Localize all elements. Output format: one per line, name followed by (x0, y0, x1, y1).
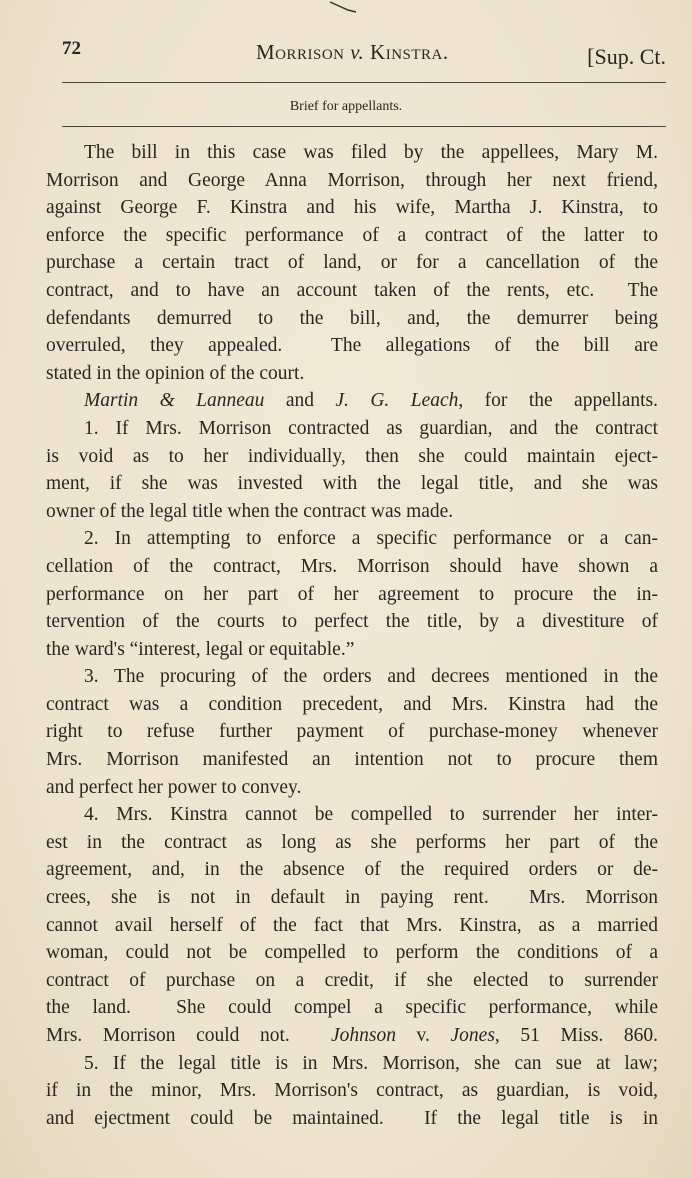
versus: v. (350, 40, 365, 64)
subheader-rule (62, 126, 666, 127)
line-text: the ward's “interest, legal or equitable.” (46, 638, 355, 660)
text-line (46, 581, 658, 609)
line-text: purchase a certain tract of land, or for a cancellation of the (46, 252, 658, 274)
text-line (46, 967, 658, 995)
line-text: crees, she is not in default in paying rent. Mrs. Morrison (46, 887, 658, 909)
text-line (46, 470, 658, 498)
text-line (46, 525, 658, 553)
text-line (46, 222, 658, 250)
text-line (46, 249, 658, 277)
text-line (46, 939, 658, 967)
text-line (46, 636, 658, 664)
line-text: cannot avail herself of the fact that Mrs. Kinstra, as a married (46, 914, 658, 936)
text-line (46, 801, 658, 829)
text-line (46, 856, 658, 884)
line-text: owner of the legal title when the contract was made. (46, 500, 454, 522)
line-text: stated in the opinion of the court. (46, 362, 305, 384)
text-line (46, 167, 658, 195)
line-text: Mrs. Morrison manifested an intention not to procure them (46, 749, 658, 771)
line-text: 3. The procuring of the orders and decrees mentioned in the (84, 666, 658, 688)
text-line (46, 663, 658, 691)
line-text: is void as to her individually, then she could maintain eject- (46, 445, 658, 467)
text-line (46, 994, 658, 1022)
line-text: cellation of the contract, Mrs. Morrison should have shown a (46, 555, 658, 577)
text-line (46, 360, 658, 388)
line-text: 1. If Mrs. Morrison contracted as guardian, and the contract (84, 417, 658, 439)
italic-text: J. G. Leach (335, 390, 459, 412)
line-text: est in the contract as long as she performs her part of the (46, 831, 658, 853)
text-line (46, 608, 658, 636)
line-text: performance on her part of her agreement to procure the in- (46, 583, 658, 605)
text-line (46, 1105, 658, 1133)
header-rule (62, 82, 666, 83)
line-text: ment, if she was invested with the legal title, and she was (46, 473, 658, 495)
text-line (46, 553, 658, 581)
line-text: contract of purchase on a credit, if she elected to surrender (46, 969, 658, 991)
line-text: overruled, they appealed. The allegations of the bill are (46, 335, 658, 357)
line-text: Morrison and George Anna Morrison, through her next friend, (46, 169, 658, 191)
text-line (46, 387, 658, 415)
line-text: The bill in this case was filed by the appellees, Mary M. (84, 142, 658, 163)
section-subheader: Brief for appellants. (289, 99, 403, 114)
text-line (46, 415, 658, 443)
italic-text: Jones (450, 1025, 495, 1046)
text-line (46, 1022, 658, 1050)
text-line (46, 305, 658, 333)
line-text: if in the minor, Mrs. Morrison's contract, as guardian, is void, (46, 1080, 658, 1102)
text-line (46, 912, 658, 940)
line-text: defendants demurred to the bill, and, the demurrer being (46, 307, 658, 329)
binding-mark-icon (328, 0, 358, 14)
line-text: , 51 Miss. 860. (494, 1025, 659, 1046)
text-line (46, 774, 658, 802)
line-text: , for the appellants. (458, 390, 658, 412)
text-line (46, 718, 658, 746)
text-line (46, 498, 658, 526)
line-text: Mrs. Morrison could not. (46, 1025, 331, 1046)
text-line (46, 691, 658, 719)
court-label: [Sup. Ct. (587, 44, 666, 69)
line-text: agreement, and, in the absence of the required orders or de- (46, 859, 658, 881)
line-text: 4. Mrs. Kinstra cannot be compelled to surrender her inter- (84, 804, 658, 826)
line-text: and ejectment could be maintained. If the legal title is in (46, 1107, 658, 1129)
text-line (46, 443, 658, 471)
line-text: 5. If the legal title is in Mrs. Morrison, she can sue at law; (84, 1052, 658, 1074)
party-1: Morrison (256, 40, 345, 64)
text-line (46, 139, 658, 167)
line-text: tervention of the courts to perfect the title, by a divestiture of (46, 611, 658, 633)
line-text: 2. In attempting to enforce a specific performance or a can- (84, 528, 658, 550)
case-title (256, 40, 449, 65)
party-2: Kinstra. (370, 40, 449, 64)
running-header (62, 36, 666, 69)
text-line (46, 194, 658, 222)
line-text: and (264, 390, 336, 412)
body-text (46, 139, 658, 1132)
line-text: contract, and to have an account taken of the rents, etc. The (46, 279, 658, 301)
line-text: right to refuse further payment of purchase-money whenever (46, 721, 658, 743)
text-line (46, 884, 658, 912)
italic-text: Johnson (330, 1025, 396, 1046)
line-text: the land. She could compel a specific performance, while (46, 997, 658, 1019)
line-text: contract was a condition precedent, and Mrs. Kinstra had the (46, 693, 658, 715)
line-text: woman, could not be compelled to perform the conditions of a (46, 942, 658, 964)
text-line (46, 746, 658, 774)
text-line (46, 829, 658, 857)
line-text: v. (395, 1025, 451, 1046)
italic-text: Martin & Lanneau (84, 390, 265, 412)
text-line (46, 277, 658, 305)
text-line (46, 1077, 658, 1105)
line-text: enforce the specific performance of a contract of the latter to (46, 224, 658, 246)
text-line (46, 1050, 658, 1078)
text-line (46, 332, 658, 360)
line-text: and perfect her power to convey. (46, 776, 302, 798)
page-number: 72 (62, 38, 81, 59)
line-text: against George F. Kinstra and his wife, Martha J. Kinstra, to (46, 197, 658, 219)
